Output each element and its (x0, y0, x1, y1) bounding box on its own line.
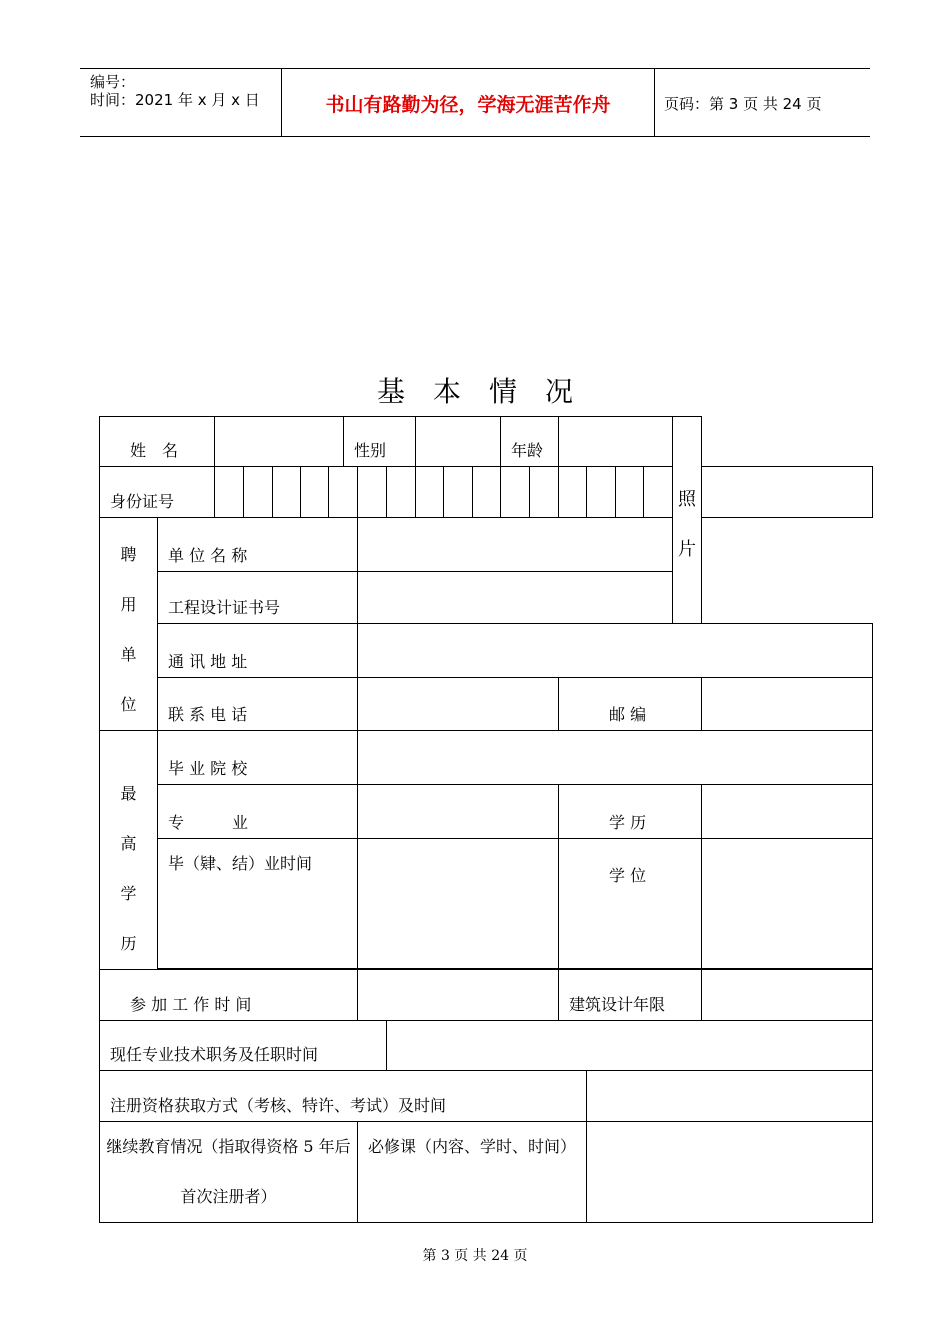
education-group-char: 历 (120, 934, 137, 953)
name-field[interactable] (215, 417, 344, 467)
page-info: 页码：第 3 页 共 24 页 (664, 95, 822, 113)
id-digit-cell[interactable] (644, 467, 673, 518)
gender-label: 性别 (344, 417, 416, 467)
title-char: 情 (489, 375, 518, 408)
employer-name-field[interactable] (358, 518, 702, 572)
school-field[interactable] (358, 731, 873, 785)
required-course-label: 必修课（内容、学时、时间） (358, 1122, 587, 1223)
degree-label: 学 位 (559, 839, 702, 969)
title-time-label: 现任专业技术职务及任职时间 (100, 1021, 387, 1071)
age-field[interactable] (559, 417, 673, 467)
id-digit-cell[interactable] (215, 467, 244, 518)
id-digit-cell[interactable] (702, 467, 873, 518)
title-char: 况 (545, 375, 574, 408)
id-digit-cell[interactable] (416, 467, 444, 518)
phone-label: 联 系 电 话 (158, 678, 358, 731)
id-digit-cell[interactable] (444, 467, 473, 518)
registration-label: 注册资格获取方式（考核、特许、考试）及时间 (100, 1071, 587, 1122)
header-top-rule (80, 68, 870, 69)
grad-time-field[interactable] (358, 839, 559, 969)
doc-date-label: 时间：2021 年 x 月 x 日 (90, 91, 260, 109)
phone-field[interactable] (358, 678, 559, 731)
design-years-field[interactable] (702, 970, 873, 1021)
header-bottom-rule (80, 136, 870, 137)
doc-number-label: 编号： (90, 73, 136, 91)
id-digit-cell[interactable] (501, 467, 530, 518)
name-label: 姓 名 (100, 417, 215, 467)
major-field[interactable] (358, 785, 559, 839)
id-digit-cell[interactable] (616, 467, 644, 518)
major-label: 专 业 (158, 785, 358, 839)
title-char: 基 (376, 375, 405, 408)
continuing-edu-field[interactable] (587, 1122, 873, 1223)
address-label: 通 讯 地 址 (158, 624, 358, 678)
work-start-field[interactable] (358, 970, 559, 1021)
page-footer: 第 3 页 共 24 页 (422, 1248, 528, 1264)
education-group-label (100, 731, 158, 970)
design-cert-field[interactable] (358, 571, 702, 624)
design-cert-label: 工程设计证书号 (158, 571, 358, 624)
address-field[interactable] (358, 624, 873, 678)
postcode-label: 邮 编 (559, 678, 702, 731)
id-number-label: 身份证号 (100, 467, 215, 518)
header-divider-right (654, 68, 655, 136)
education-group-char: 最 (120, 784, 137, 803)
id-digit-cell[interactable] (273, 467, 301, 518)
id-digit-cell[interactable] (587, 467, 616, 518)
education-group-char: 学 (120, 884, 137, 903)
school-label: 毕 业 院 校 (158, 731, 358, 785)
id-digit-cell[interactable] (530, 467, 559, 518)
photo-label: 片 (678, 539, 696, 560)
id-digit-cell[interactable] (244, 467, 273, 518)
employer-group-char: 单 (120, 645, 137, 664)
employer-group-char: 用 (120, 595, 137, 614)
continuing-edu-label: 继续教育情况（指取得资格 5 年后首次注册者） (100, 1122, 358, 1223)
employer-group-label (100, 518, 158, 731)
employer-group-char: 聘 (120, 545, 137, 564)
design-years-label: 建筑设计年限 (559, 970, 702, 1021)
id-digit-cell[interactable] (329, 467, 358, 518)
id-digit-cell[interactable] (387, 467, 416, 518)
title-char: 本 (432, 375, 461, 408)
age-label: 年龄 (501, 417, 559, 467)
id-digit-cell[interactable] (559, 467, 587, 518)
basic-info-form (99, 416, 873, 1223)
degree-level-label: 学 历 (559, 785, 702, 839)
gender-field[interactable] (416, 417, 501, 467)
postcode-field[interactable] (702, 678, 873, 731)
header-motto: 书山有路勤为径，学海无涯苦作舟 (325, 94, 611, 116)
degree-field[interactable] (702, 839, 873, 969)
employer-name-label: 单 位 名 称 (158, 518, 358, 572)
page-title (0, 372, 950, 412)
title-time-field[interactable] (387, 1021, 873, 1071)
photo-label: 照 (678, 489, 696, 510)
id-digit-cell[interactable] (301, 467, 329, 518)
education-group-char: 高 (120, 834, 137, 853)
employer-group-char: 位 (120, 695, 137, 714)
id-digit-cell[interactable] (358, 467, 387, 518)
id-digit-cell[interactable] (473, 467, 501, 518)
work-start-label: 参 加 工 作 时 间 (100, 970, 358, 1021)
degree-level-field[interactable] (702, 785, 873, 839)
registration-field[interactable] (587, 1071, 873, 1122)
grad-time-label: 毕（肄、结）业时间 (158, 839, 358, 969)
